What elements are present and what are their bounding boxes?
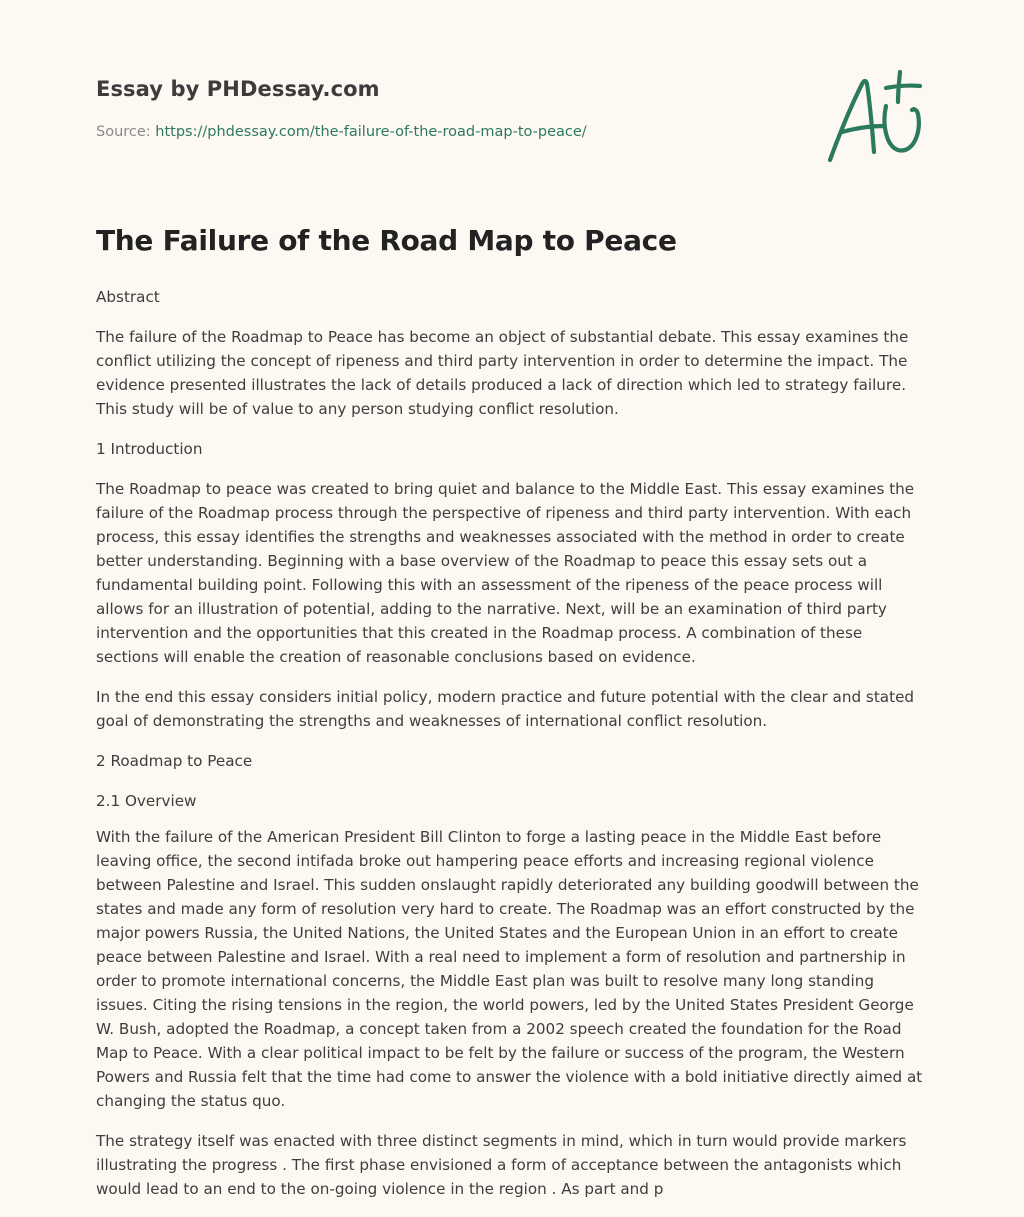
site-brand: Essay by PHDessay.com bbox=[96, 77, 380, 101]
source-line bbox=[96, 124, 587, 140]
paragraph: The strategy itself was enacted with three distinct segments in mind, which in turn would provide markers illustrating the progress . The first phase envisioned a form of acceptance between the antagonists which would lead to an end to the on-going violence in the region . As part and p bbox=[96, 1132, 907, 1198]
section-heading: 2 Roadmap to Peace bbox=[96, 752, 253, 770]
essay-body bbox=[96, 285, 928, 1217]
source-label: Source: bbox=[96, 124, 156, 140]
paragraph: The Roadmap to peace was created to bring quiet and balance to the Middle East. This essay examines the failure of the Roadmap process through the perspective of ripeness and third party intervention. With each process, this essay identifies the strengths and weaknesses associated with the method in order to create better understanding. Beginning with a base overview of the Roadmap to peace this essay sets out a fundamental building point. Following this with an assessment of the ripeness of the peace process will allows for an illustration of potential, adding to the narrative. Next, will be an examination of third party intervention and the opportunities that this created in the Roadmap process. A combination of these sections will enable the creation of reasonable conclusions based on evidence. bbox=[96, 480, 915, 666]
section-heading: Abstract bbox=[96, 288, 160, 306]
paragraph: The failure of the Roadmap to Peace has become an object of substantial debate. This essay examines the conflict utilizing the concept of ripeness and third party intervention in order to determine the impact. The evidence presented illustrates the lack of details produced a lack of direction which led to strategy failure. This study will be of value to any person studying conflict resolution. bbox=[96, 328, 909, 418]
paragraph: In the end this essay considers initial policy, modern practice and future potential with the clear and stated goal of demonstrating the strengths and weaknesses of international conflict resolution. bbox=[96, 688, 915, 730]
subsection-heading: 2.1 Overview bbox=[96, 792, 197, 810]
section-heading: 1 Introduction bbox=[96, 440, 203, 458]
essay-title: The Failure of the Road Map to Peace bbox=[96, 224, 677, 257]
paragraph: With the failure of the American President Bill Clinton to forge a lasting peace in the Middle East before leaving office, the second intifada broke out hampering peace efforts and increasing regional violence between Palestine and Israel. This sudden onslaught rapidly deteriorated any building goodwill between the states and made any form of resolution very hard to create. The Roadmap was an effort constructed by the major powers Russia, the United Nations, the United States and the European Union in an effort to create peace between Palestine and Israel. With a real need to implement a form of resolution and partnership in order to promote international concerns, the Middle East plan was built to resolve many long standing issues. Citing the rising tensions in the region, the world powers, led by the United States President George W. Bush, adopted the Roadmap, a concept taken from a 2002 speech created the foundation for the Road Map to Peace. With a clear political impact to be felt by the failure or success of the program, the Western Powers and Russia felt that the time had come to answer the violence with a bold initiative directly aimed at changing the status quo. bbox=[96, 828, 923, 1110]
a-plus-logo-icon bbox=[824, 68, 928, 164]
source-link[interactable]: https://phdessay.com/the-failure-of-the-road-map-to-peace/ bbox=[155, 124, 587, 140]
